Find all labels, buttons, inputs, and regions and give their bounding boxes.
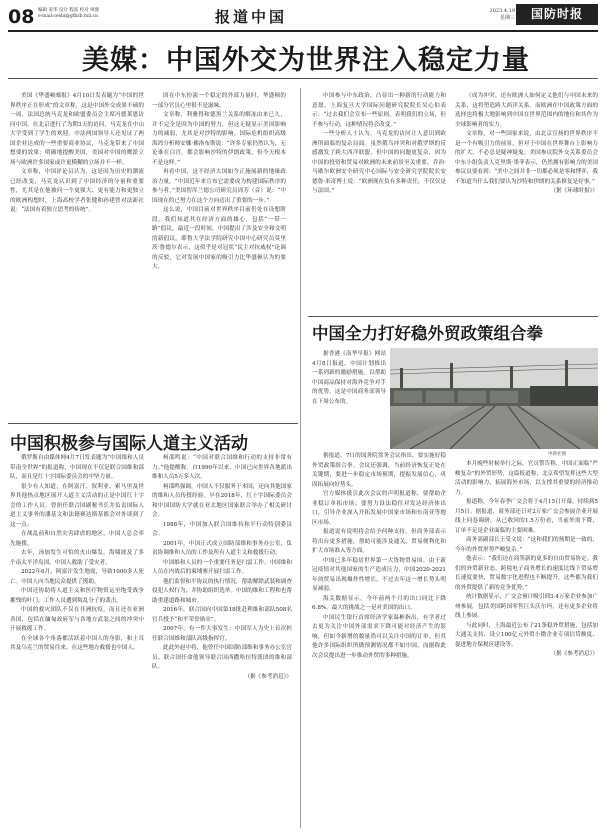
paragraph: 俄罗斯自由媒体网4月7日发表题为“中国维和人员带南全世界”的报道称，中国现在不仅是联合国维和部队，而且是红十字国际委员会的中坚力量。 (10, 455, 144, 480)
paragraph: 海关数据显示，今年前两个月的出口同比下降6.8%。最大的挑战之一是对美国的出口。 (312, 595, 446, 611)
section-divider (308, 316, 598, 317)
article-2-headline: 中国全力打好稳外贸政策组合拳 (312, 324, 543, 343)
paragraph: 他表示：“我们还在商签新的更多的自由贸易协定。我们的外贸新业态，跨境电子商务增长的速度比线下贸易增长速度要快，贸易数字化进程也不断提升，这些都为我们的外贸提供了新的竞争优势。” (455, 556, 598, 591)
paragraph: 中国民生银行首席经济学家温彬指出，有学者过去更为关注中国外部需求下降可能对经济产生的影响，但如今新增的数量尚可以关注中国的订单。但其他许多国际组织所做预测情况都不如中国，而据称此次会议提出进一步推动外贸的多种措施。 (312, 614, 446, 659)
paragraph: 商务部副部长王受文说：“这和我们的预期是一致的，今年的外贸形势严峻复杂。” (455, 537, 598, 553)
article-3-headline: 中国积极参与国际人道主义活动 (10, 434, 248, 454)
section-title: 报道中国 (215, 8, 288, 26)
photo-caption: 中新社图 (548, 452, 566, 457)
article-1-source: （据《环球时报》） (550, 188, 598, 194)
paragraph: 此此外赵中将，他曾任中国国防部维和事务办公室官员。联合国任命他领导联合国西撒哈拉特派团的维和部队。 (152, 645, 292, 670)
paragraph: 2022年6月，阿富汗发生地震，导致1000多人死亡。中国人向当地民众提供了援助。 (10, 569, 144, 585)
paragraph: 文章称，利雅得和德黑兰关系的解冻由来已久，并不完全是因为中国的努力，但这无疑显示美国影响力的减弱，尤其是对沙特的影响。国际危机组织高级海湾分析师安娜·佛洛布斯说：“许多专家仍然认为，无论谁在白宫，都会影响沙特的伊朗政策，但今天根本不是这样。” (152, 112, 286, 166)
article-3-col-2 (152, 454, 292, 828)
column-divider (300, 88, 301, 828)
page-number: 08 (8, 6, 35, 28)
article-1-headline: 美媒：中国外交为世界注入稳定力量 (82, 45, 530, 76)
paragraph: 他们监督和平协议的执行情况，帮助解除武装和调查侵犯人权行为，并协助组织选举。中国的维和工程和也帮助重建道路和城市。 (152, 578, 292, 604)
paragraph: 2001年，中国正式成立国防部维和事务办公室，负责协调维和人员的工作及所有人道主义和救援行动。 (152, 540, 292, 556)
newspaper-masthead: 国防时报 (516, 4, 598, 25)
photo-illustration (390, 348, 598, 449)
paragraph: 再看中国，这不经济大国如今正施展新的地缘政治力量。“中国近年来宣布它需要成为构建国际秩序的参与者，”美国智库兰德公司研究员周芳（音）说：“中国现在的已努力在这个方向迈出了重要的一步。” (152, 169, 286, 204)
header-divider (8, 30, 598, 32)
editor-credits (38, 8, 158, 20)
weekday: 星期三 (499, 15, 515, 21)
paragraph: （成为冲突。还有欧洲人如何定义他们与中国未来的关系，这将塑造跨大西洋关系。而欧洲在中国政策方面的选择也将极大地影响到中国在世界范围内的地位和其作为全球影响者的实力。 (455, 93, 598, 128)
article-2-col-1a (312, 350, 386, 450)
paragraph: 很少有人知道，在阿富汗、叙利亚、索马里及世界其他热点地区展开人道主义活动的正是中国红十字会的工作人员。曾担任联合国副秘书长并负责国际人道主义事务的潘基文和法籍赛达斯基都会对外谈到了这一点。 (10, 483, 144, 528)
date-block (455, 8, 515, 22)
article-1-col-4 (455, 92, 598, 314)
paragraph: 中国还协助将人道主义和医疗物资运至饱受战争摧残的叶门、工作人员遭到叛乱分子的袭击。 (10, 588, 144, 604)
paragraph: 在战乱前和自然灾害肆虐的地区，中国人总会率先施援。 (10, 531, 144, 547)
paragraph: 1988年，中国加入联合国维持和平行动特别委员会。 (152, 521, 292, 537)
paragraph: 国在中东扮演一个稳定的外部力量时，华盛顿的一部分官员心里很不是滋味。 (152, 93, 286, 109)
paragraph: 中国参与中东政治，凸显出一种新的行动能力和意愿。上海复旦大学国际问题研究院院长吴心伯表示：“过去我们会宣布一些原则，表明我们的立场，但不参与行动，这种情况将会改变。” (312, 93, 446, 128)
paragraph: 2007年，有一件大事发生：中国军人为史上首次担任联合国维和部队高级指挥官。 (152, 626, 292, 642)
editors-line: 编辑 姜华 设计 程富 校对 师强 (38, 8, 100, 13)
paragraph: 美国《华盛顿邮报》4月10日发表题为“中国的世界秩序正在形成”的文章称，这是中国外交成果丰硕的一周，法国总统马克龙和欧盟委员会主席冯德莱恩访问中国，在北京进行了为期3天的访问，马克龙在中山大学受到了学生的欢迎。中法两国领导人还见证了两国企业达成的一些重要商业协议，马克龙带来了中国想要的效果：明确地提醒美国，美国对中国的鹰派立场与欧洲许多国家或许更模糊的立场并不一样。 (10, 93, 144, 166)
email-line: e-mail:ceshi@gfbzb.mil.cn (38, 14, 98, 19)
paragraph: 文章称，中国评论员认为，这是因为历史的潮流已经改变，马克龙认识到了中国经济的分量和重要性，尤其是在他被问一个更强大、更有能力和更独立的欧洲构想时，上海高校学者张健和孙建曾对法新社说：“法国有着独立思考的传统”。 (10, 169, 144, 213)
railway-freight-photo (390, 348, 598, 449)
date: 2023.4.19 (489, 8, 515, 14)
article-1-col-2 (152, 92, 286, 417)
paragraph: 据香港《南华早报》网站4月8日报道，中国计划推出一系列新的激励措施，以帮助中国商品保持对海外竞争对手的优势，这是中国商务部领导在下周公布的。 (312, 351, 386, 405)
paragraph: 官方媒体援引此次会议的声明报道称，要帮助企业稳订单拓市场；要努力设法稳住对发达经济体出口，引导企业深入开拓发展中国家市场和东南亚等地区市场。 (312, 491, 446, 526)
headline-divider (8, 78, 598, 79)
paragraph: 中国维和人员的一个重要任务是扫雷工作。中国维和人员在内战后的柬埔寨开展扫雷工作。 (152, 559, 292, 575)
paragraph: 本月晚些时候举行之际，官员警告称，中国正面临“严峻复杂”的外贸形势，这篇报道称，北京希望发挥这些大型活动的影响力，拓展海外市场，以支撑其重要的经济推动力。 (455, 461, 598, 496)
article-1-col-3 (312, 92, 446, 314)
paragraph: 文章称，对一些国家来说，由北京宣扬的世界秩序不是一个有吸引力的前景，但对于中国在世界舞台上影响力的扩大，不必总是疑神疑鬼。美国参议院外交关系委员会中东小组负责人克里斯·墨菲表示，仍然拥有影响力的美国参议员要看到：“美中之间并非一切都必须是零和博弈，我不知道当什么我们要认为沙特和伊朗的关系修复是好事。” (455, 131, 598, 185)
article-1-col-1 (10, 92, 144, 417)
article-2-col-2 (455, 460, 598, 828)
paragraph: 中国的救灾团队不仅在非洲抗疫，而且还在亚洲各国，包括在缅甸政府军与各地方武装之间的冲突中开展救援工作。 (10, 607, 144, 632)
paragraph: 中国已多年稳居世界第一大货物贸易国。由于新冠疫情对其他国家的生产造成压力，中国2020-2021年的贸易出现爆炸性增长。不过去年这一增长势头明显减弱。 (312, 557, 446, 592)
paragraph: 统计数据显示，广交会预计吸引到3.4万家企业参加广州参展。包括美国跨国零售巨头沃尔玛，还有更多企业将线上参展。 (455, 594, 598, 619)
paragraph: 柯邵鸣强调，中国人不仅服务于本国，还向其他国家的维和人员传授经验。早在2018年，红十字国际委员会和中国国防大学就在亚太地区国家联合举办了相关研讨会。 (152, 483, 292, 518)
paragraph: 据报道，7日的国务院常务会议指出，要实施好稳外贸政策组合拳。会议还强调，当前经济恢复正处在关键期，要进一步稳定市场预期，提振发展信心，巩固拓展向好势头。 (312, 453, 446, 488)
paragraph: 一些分析人士认为，马克龙的访问让人意识到欧洲所面临的复杂局面。虽然俄乌冲突和对俄罗斯的反感激发了跨大西洋联盟，但中国的问题更复杂，因为中国的投资和贸易对欧洲的未来前景至关重要。乔治·马歇尔欧洲安全研究中心国际与安全研究学院院长安德鲁·米奇博士说：“欧洲现在负有多种责任，不仅仅是与法国。” (312, 131, 446, 194)
paragraph: 去年，汤加发生可怕的火山爆发，海啸波及了多个南太平洋岛国，中国人救助了受灾者。 (10, 550, 144, 566)
paragraph: 2016年，联合国向中国第18批赴利维和部队508名官兵授予“和平荣誉勋章”。 (152, 607, 292, 623)
paragraph: 这么说，中国目前对世界秩序目前仍处在设想阶段。我们知道其在经济方面的雄心，包括“一带一路”倡议。最近一段时间，中国提出了涉及安全和文明的新倡议。耶鲁大学法学院研究中国中心研究员莫里茨·鲁德尔表示，这似乎是对冠状“民主对抗威权”论调的反驳，它对发展中国家的吸引力比华盛顿认为的要大。 (152, 207, 286, 270)
article-2-col-1b (312, 452, 446, 828)
article-3-col-1 (10, 454, 144, 828)
paragraph: 与此同时，上海最近公布了21条稳外贸措施，包括加大通关支持、设立100亿元外贸小微企业专项信贷额度、促进地方保税区建设等。 (455, 622, 598, 648)
paragraph: 在全球各个角落都活跃着中国人的身影，和土耳其及乌克兰的贸易往来，在这些地方救援也中国人。 (10, 635, 144, 651)
article-2-source: （据《参考消息》） (550, 651, 598, 657)
article-3-source: （据《参考消息》） (244, 673, 292, 680)
section-divider (8, 423, 298, 424)
paragraph: 报道称，今年春季广交会将于4月15日开幕，持续到5月5日。据报道，商务部还日对2万家广交会参展企业开展线上问卷调研，从已收回的1.5万份看，当前外需下降，订单不足是企业面临的主要困难。 (455, 499, 598, 534)
paragraph: 柯邵鸣说：“中国对联合国维和行动的支持非常有力。”他提醒称，自1990年以来，中国已向世界各地派出维和人员5万多人次。 (152, 455, 292, 480)
paragraph: 报道说有说明将会给予何种支持，但商务部表示将出台更多措施，帮助可能涉及通关、贸易便利化和扩大市场准入等方面。 (312, 529, 446, 554)
